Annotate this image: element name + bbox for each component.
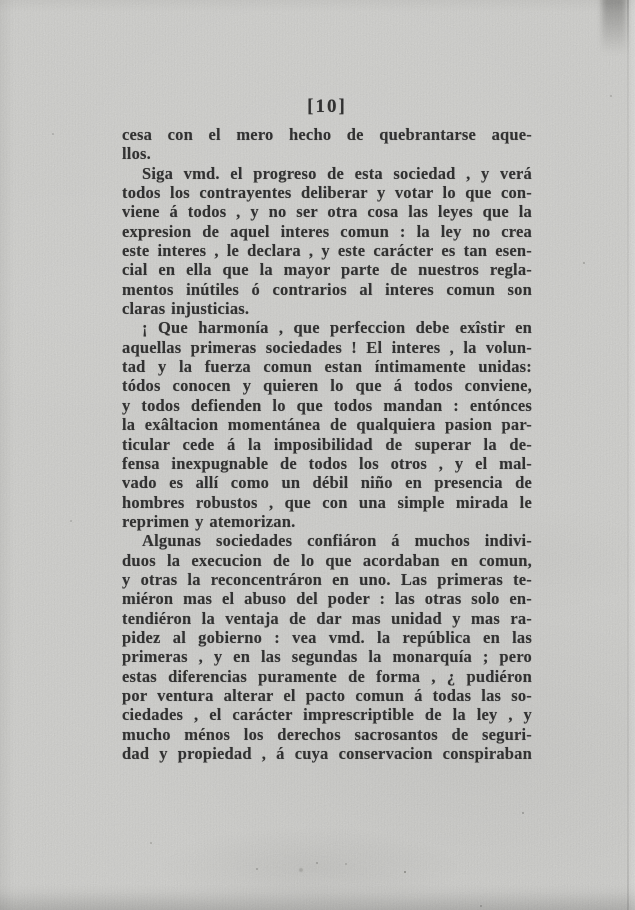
page-number: [10] [307, 96, 347, 117]
text-line: Algunas sociedades confiáron á muchos indivi- [142, 531, 532, 551]
text-line: mentos inútiles ó contrarios al interes comun son [122, 279, 532, 299]
text-line: reprimen y atemorizan. [122, 511, 296, 531]
text-line: este interes , le declara , y este carácter es tan esen- [122, 241, 532, 261]
text-line: llos. [122, 144, 151, 164]
text-line: y todos defienden lo que todos mandan : entónces [122, 395, 532, 415]
text-line: vado es allí como un débil niño en presencia de [122, 473, 532, 493]
text-line: todos los contrayentes deliberar y votar lo que con- [122, 183, 532, 203]
paragraph [122, 318, 532, 531]
text-line: primeras , y en las segundas la monarquía ; pero [122, 647, 532, 667]
text-line: fensa inexpugnable de todos los otros , y el mal- [122, 453, 532, 473]
text-line: tad y la fuerza comun estan íntimamente unidas: [122, 357, 532, 377]
text-line: y otras la reconcentráron en uno. Las primeras te- [122, 569, 532, 589]
text-line: ciedades , el carácter imprescriptible de la ley , y [122, 705, 532, 725]
text-line: viene á todos , y no ser otra cosa las leyes que la [122, 202, 532, 222]
text-line: Siga vmd. el progreso de esta sociedad , y verá [142, 163, 532, 183]
page-edge-line [627, 0, 629, 910]
page-corner-shadow [602, 0, 626, 54]
text-line: cesa con el mero hecho de quebrantarse aque- [122, 125, 532, 144]
paper-specks [0, 0, 2, 2]
text-line: miéron mas el abuso del poder : las otras solo en- [122, 589, 532, 609]
text-block [122, 95, 532, 763]
text-line: estas diferencias puramente de forma , ¿ pudiéron [122, 666, 532, 686]
text-line: tódos conocen y quieren lo que á todos conviene, [122, 376, 532, 396]
text-line: ¡ Que harmonía , que perfeccion debe exîstir en [142, 318, 532, 338]
text-line: pidez al gobierno : vea vmd. la república en las [122, 627, 532, 647]
text-line: cial en ella que la mayor parte de nuestros regla- [122, 260, 532, 280]
paragraph [122, 531, 532, 763]
text-line: duos la execucion de lo que acordaban en comun, [122, 550, 532, 570]
text-line: hombres robustos , que con una simple mirada le [122, 492, 532, 512]
text-line: la exâltacion momentánea de qualquiera pasion par- [122, 415, 532, 435]
text-line: por ventura alterar el pacto comun á todas las so- [122, 685, 532, 705]
text-line: claras injusticias. [122, 299, 250, 319]
paragraph [122, 125, 532, 164]
text-line: mucho ménos los derechos sacrosantos de seguri- [122, 724, 532, 744]
text-line: expresion de aquel interes comun : la ley no crea [122, 221, 532, 241]
text-line: ticular cede á la imposibilidad de superar la de- [122, 434, 532, 454]
paragraph [122, 164, 532, 319]
text-line: tendiéron la ventaja de dar mas unidad y mas ra- [122, 608, 532, 628]
page-bottom-shadow [0, 884, 635, 910]
text-line: dad y propiedad , á cuya conservacion conspiraban [122, 744, 532, 763]
text-line: aquellas primeras sociedades ! El interes , la volun- [122, 337, 532, 357]
